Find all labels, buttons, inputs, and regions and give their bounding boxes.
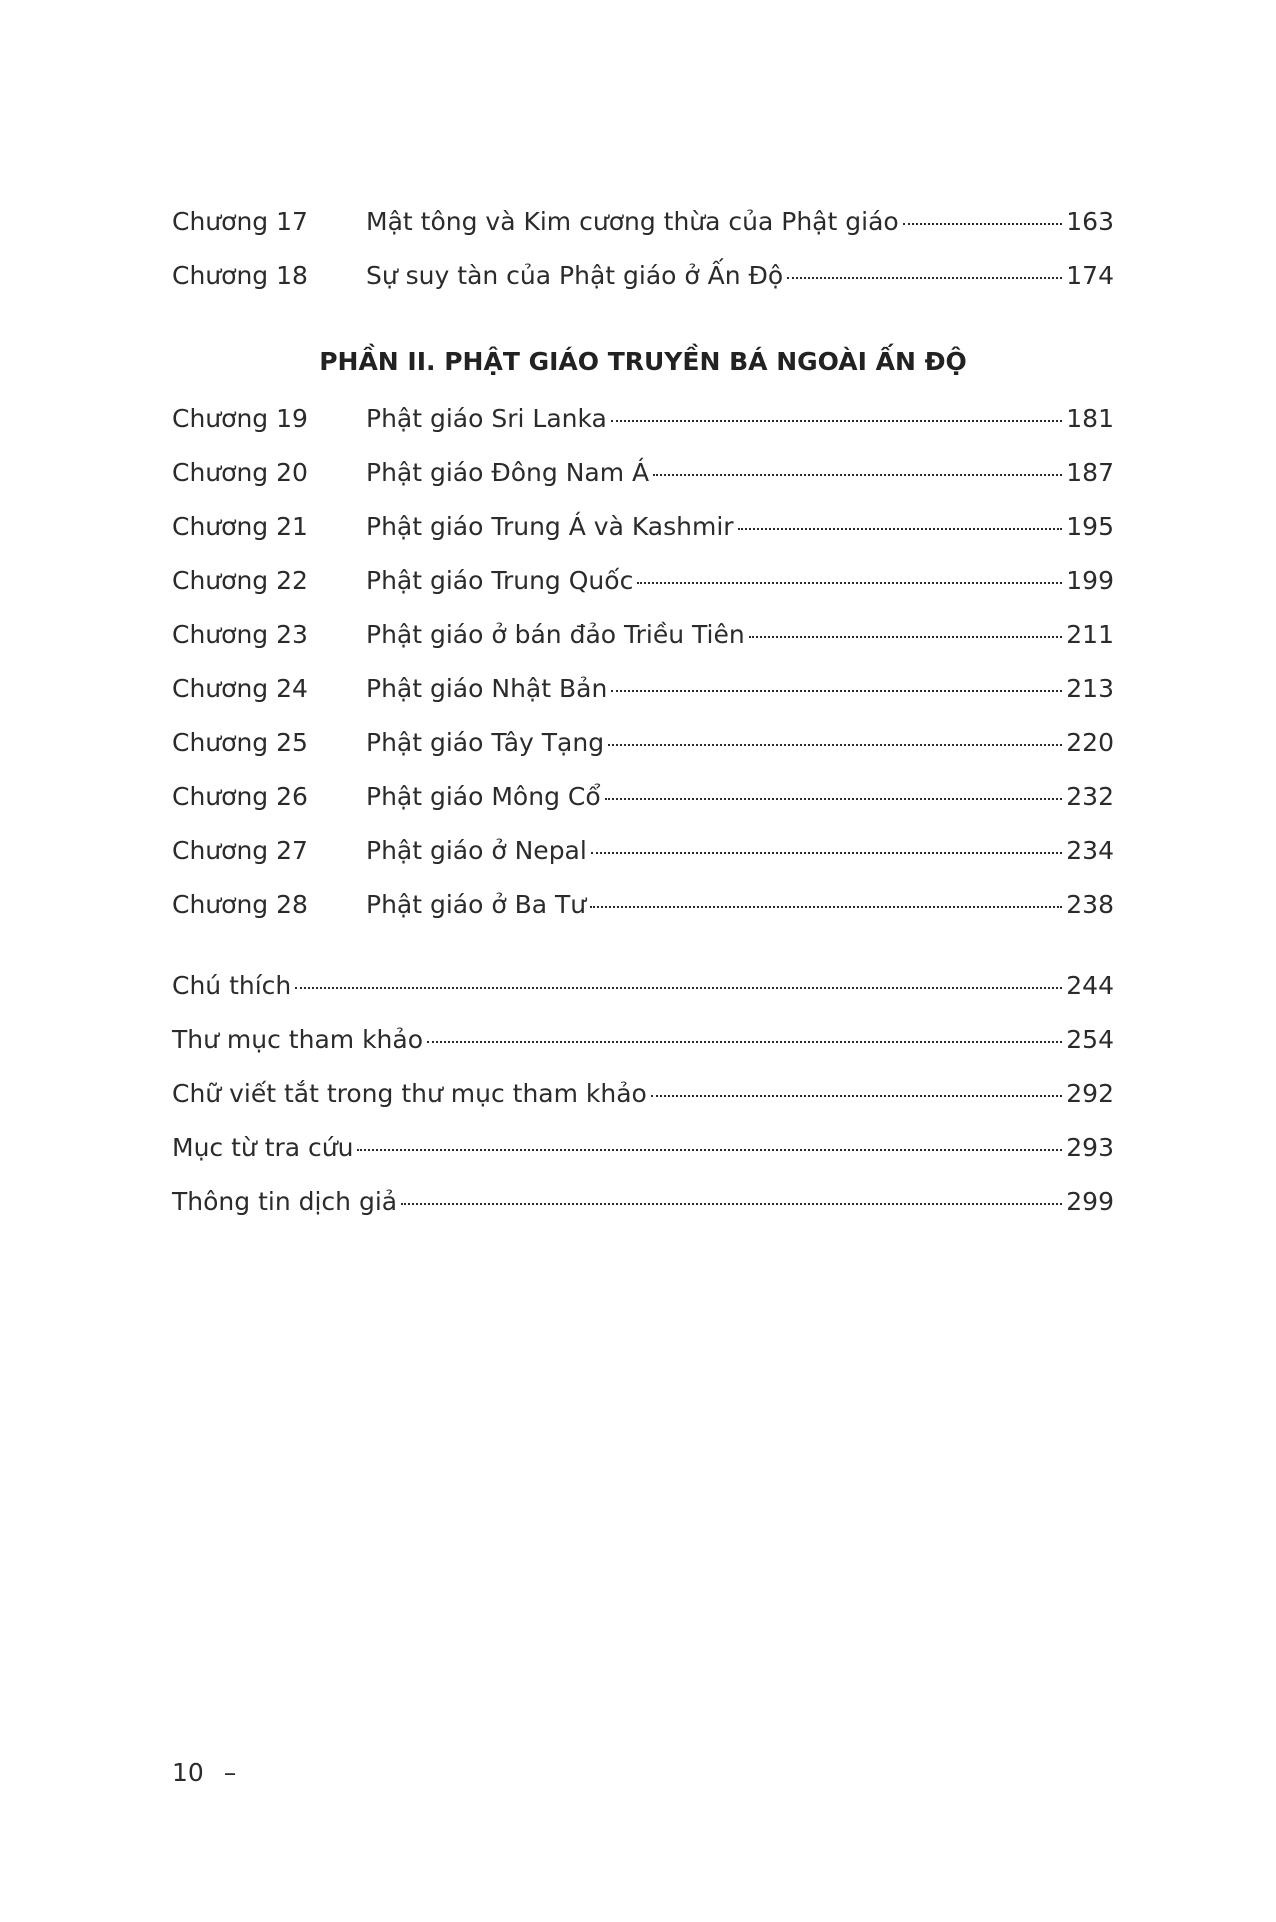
chapter-title: Phật giáo Tây Tạng	[366, 728, 605, 757]
page-number: 199	[1066, 566, 1114, 595]
dot-leader	[357, 1149, 1062, 1151]
chapter-label: Chương 20	[172, 458, 308, 487]
footer-page-number: 10	[172, 1758, 204, 1787]
page-number: 195	[1066, 512, 1114, 541]
dot-leader	[787, 277, 1062, 279]
entry-title: Chữ viết tắt trong thư mục tham khảo	[172, 1079, 647, 1108]
toc-entry	[172, 890, 1114, 920]
dot-leader	[611, 690, 1062, 692]
page-number: 293	[1066, 1133, 1114, 1162]
dot-leader	[653, 474, 1062, 476]
dot-leader	[295, 987, 1062, 989]
entry-title: Thông tin dịch giả	[172, 1187, 398, 1216]
toc-entry	[172, 1187, 1114, 1217]
dot-leader	[651, 1095, 1062, 1097]
dot-leader	[591, 852, 1062, 854]
chapter-label: Chương 27	[172, 836, 308, 865]
toc-entry	[172, 782, 1114, 812]
dot-leader	[590, 906, 1062, 908]
toc-part1-tail	[172, 207, 1114, 291]
page-number: 238	[1066, 890, 1114, 919]
chapter-label: Chương 25	[172, 728, 308, 757]
page-number: 234	[1066, 836, 1114, 865]
page-number: 232	[1066, 782, 1114, 811]
page-number: 299	[1066, 1187, 1114, 1216]
chapter-label: Chương 22	[172, 566, 308, 595]
page-number: 244	[1066, 971, 1114, 1000]
dot-leader	[611, 420, 1062, 422]
chapter-label: Chương 26	[172, 782, 308, 811]
toc-entry	[172, 458, 1114, 488]
chapter-label: Chương 24	[172, 674, 308, 703]
page-number: 254	[1066, 1025, 1114, 1054]
toc-entry	[172, 674, 1114, 704]
footer-dash: –	[223, 1758, 237, 1787]
dot-leader	[903, 223, 1063, 225]
dot-leader	[605, 798, 1063, 800]
part-heading: PHẦN II. PHẬT GIÁO TRUYỀN BÁ NGOÀI ẤN ĐỘ	[319, 347, 967, 376]
toc-entry	[172, 261, 1114, 291]
page-number: 220	[1066, 728, 1114, 757]
page-number: 174	[1066, 261, 1114, 290]
toc-entry	[172, 1025, 1114, 1055]
entry-title: Thư mục tham khảo	[172, 1025, 424, 1054]
toc-entry	[172, 404, 1114, 434]
page-number: 163	[1066, 207, 1114, 236]
toc-entry	[172, 512, 1114, 542]
entry-title: Mục từ tra cứu	[172, 1133, 354, 1162]
toc-entry	[172, 566, 1114, 596]
dot-leader	[749, 636, 1063, 638]
chapter-label: Chương 23	[172, 620, 308, 649]
dot-leader	[608, 744, 1062, 746]
chapter-label: Chương 18	[172, 261, 308, 290]
chapter-title: Phật giáo Trung Á và Kashmir	[366, 512, 734, 541]
page-number: 213	[1066, 674, 1114, 703]
chapter-title: Phật giáo ở Nepal	[366, 836, 587, 865]
dot-leader	[738, 528, 1063, 530]
chapter-title: Sự suy tàn của Phật giáo ở Ấn Độ	[366, 261, 784, 290]
toc-back-matter	[172, 971, 1114, 1217]
chapter-title: Mật tông và Kim cương thừa của Phật giáo	[366, 207, 899, 236]
chapter-title: Phật giáo Đông Nam Á	[366, 458, 650, 487]
toc-entry	[172, 207, 1114, 237]
page-number: 187	[1066, 458, 1114, 487]
entry-title: Chú thích	[172, 971, 292, 1000]
toc-entry	[172, 1079, 1114, 1109]
chapter-title: Phật giáo Trung Quốc	[366, 566, 634, 595]
toc-entry	[172, 971, 1114, 1001]
page-number: 211	[1066, 620, 1114, 649]
dot-leader	[427, 1041, 1062, 1043]
chapter-title: Phật giáo ở Ba Tư	[366, 890, 587, 919]
toc-entry	[172, 836, 1114, 866]
chapter-title: Phật giáo Nhật Bản	[366, 674, 608, 703]
chapter-label: Chương 28	[172, 890, 308, 919]
chapter-label: Chương 21	[172, 512, 308, 541]
toc-entry	[172, 1133, 1114, 1163]
chapter-title: Phật giáo Mông Cổ	[366, 782, 601, 811]
toc-part2	[172, 404, 1114, 920]
toc-entry	[172, 620, 1114, 650]
dot-leader	[637, 582, 1062, 584]
toc-entry	[172, 728, 1114, 758]
chapter-label: Chương 17	[172, 207, 308, 236]
page-footer	[172, 1758, 236, 1788]
page-number: 292	[1066, 1079, 1114, 1108]
dot-leader	[401, 1203, 1062, 1205]
chapter-label: Chương 19	[172, 404, 308, 433]
page-number: 181	[1066, 404, 1114, 433]
chapter-title: Phật giáo ở bán đảo Triều Tiên	[366, 620, 745, 649]
chapter-title: Phật giáo Sri Lanka	[366, 404, 607, 433]
